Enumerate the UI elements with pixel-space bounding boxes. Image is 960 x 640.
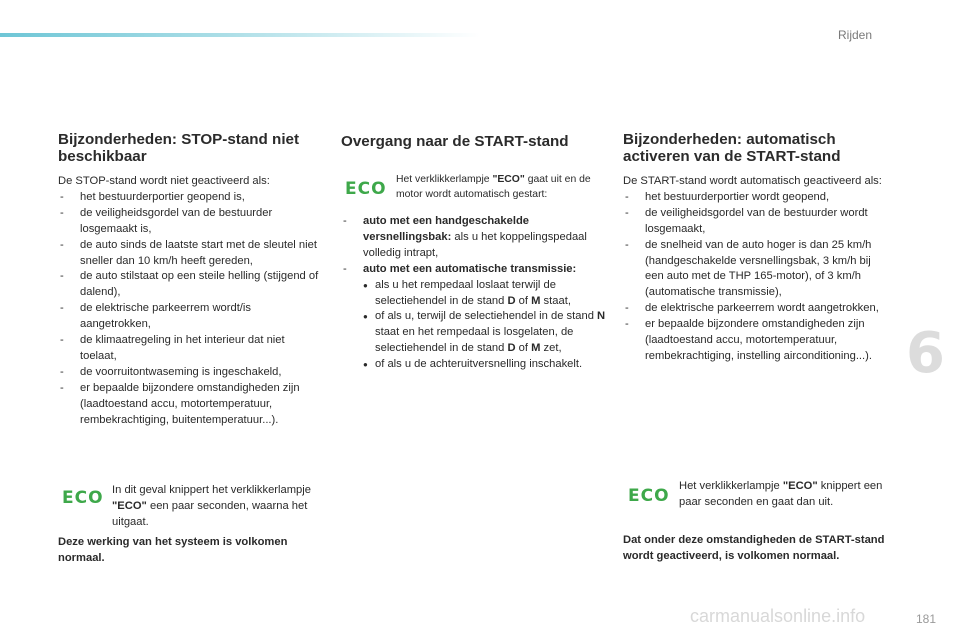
list-item: - auto met een automatische transmissie: ● als u het rempedaal loslaat terwijl de selectiehendel in de stand D of M staat, ● of als u, terwijl de selectiehendel in de stand N staat en het rempedaal is losgelaten, de selectiehendel in de stand D of M zet, ● of als u de achteruitversnelling inschakelt.: [341, 262, 606, 373]
col3-title: Bijzonderheden: automatisch activeren van de START-stand: [623, 131, 841, 165]
chapter-number: 6: [906, 321, 945, 386]
col1-eco-note: In dit geval knippert het verklikkerlampje "ECO" een paar seconden, waarna het uitgaat.: [112, 484, 311, 528]
column-start-automatic: [623, 132, 888, 365]
list-item: - de auto sinds de laatste start met de sleutel niet sneller dan 10 km/h heeft gereden,: [58, 238, 320, 270]
header-accent-bar: [0, 33, 480, 37]
list-item: - er bepaalde bijzondere omstandigheden zijn (laadtoestand accu, motortemperatuur, rembekrachtiging, instelling airconditioning...).: [623, 317, 888, 365]
sub-list-item: ● of als u de achteruitversnelling inschakelt.: [363, 357, 606, 373]
col2-eco-note: Het verklikkerlampje "ECO" gaat uit en de motor wordt automatisch gestart:: [396, 174, 591, 200]
page-number: 181: [916, 612, 937, 626]
list-item: - de voorruitontwaseming is ingeschakeld,: [58, 365, 320, 381]
list-item: - het bestuurderportier wordt geopend,: [623, 190, 888, 206]
eco-indicator-icon: ECO: [628, 486, 670, 506]
col1-bold-note: Deze werking van het systeem is volkomen normaal.: [58, 536, 288, 564]
col1-title: Bijzonderheden: STOP-stand niet beschikbaar: [58, 131, 300, 165]
section-label: Rijden: [838, 28, 873, 42]
column-start-transition: [341, 134, 606, 151]
list-item: - de elektrische parkeerrem wordt/is aangetrokken,: [58, 301, 320, 333]
list-item: - de auto stilstaat op een steile helling (stijgend of dalend),: [58, 269, 320, 301]
list-item: - de veiligheidsgordel van de bestuurder wordt losgemaakt,: [623, 206, 888, 238]
watermark: carmanualsonline.info: [690, 606, 866, 626]
col3-intro: De START-stand wordt automatisch geactiveerd als:: [623, 175, 882, 187]
col2-title: Overgang naar de START-stand: [341, 133, 569, 150]
col3-list: [623, 190, 888, 365]
eco-indicator-icon: ECO: [345, 179, 387, 199]
eco-indicator-icon: ECO: [62, 488, 104, 508]
col2-list: [341, 214, 606, 373]
col2-conditions: [341, 214, 606, 373]
col1-list: [58, 190, 320, 429]
list-item: - de klimaatregeling in het interieur dat niet toelaat,: [58, 333, 320, 365]
list-item: - auto met een handgeschakelde versnellingsbak: als u het koppelingspedaal volledig intrapt,: [341, 214, 606, 262]
col3-bold-note: Dat onder deze omstandigheden de START-stand wordt geactiveerd, is volkomen normaal.: [623, 534, 885, 562]
col2-sublist: [363, 278, 606, 373]
list-item: - er bepaalde bijzondere omstandigheden zijn (laadtoestand accu, motortemperatuur, rembekrachtiging, buitentemperatuur...).: [58, 381, 320, 429]
list-item: - het bestuurderportier geopend is,: [58, 190, 320, 206]
sub-list-item: ● of als u, terwijl de selectiehendel in de stand N staat en het rempedaal is losgelaten, de selectiehendel in de stand D of M zet,: [363, 309, 606, 357]
list-item: - de elektrische parkeerrem wordt aangetrokken,: [623, 301, 888, 317]
list-item: - de veiligheidsgordel van de bestuurder losgemaakt is,: [58, 206, 320, 238]
col3-eco-note: Het verklikkerlampje "ECO" knippert een paar seconden en gaat dan uit.: [679, 480, 883, 508]
col1-intro: De STOP-stand wordt niet geactiveerd als:: [58, 175, 270, 187]
column-stop-not-available: [58, 132, 320, 429]
list-item: - de snelheid van de auto hoger is dan 25 km/h (handgeschakelde versnellingsbak, 3 km/h bij een auto met de THP 165-motor), of 3 km/h (automatische transmissie),: [623, 238, 888, 302]
sub-list-item: ● als u het rempedaal loslaat terwijl de selectiehendel in de stand D of M staat,: [363, 278, 606, 310]
